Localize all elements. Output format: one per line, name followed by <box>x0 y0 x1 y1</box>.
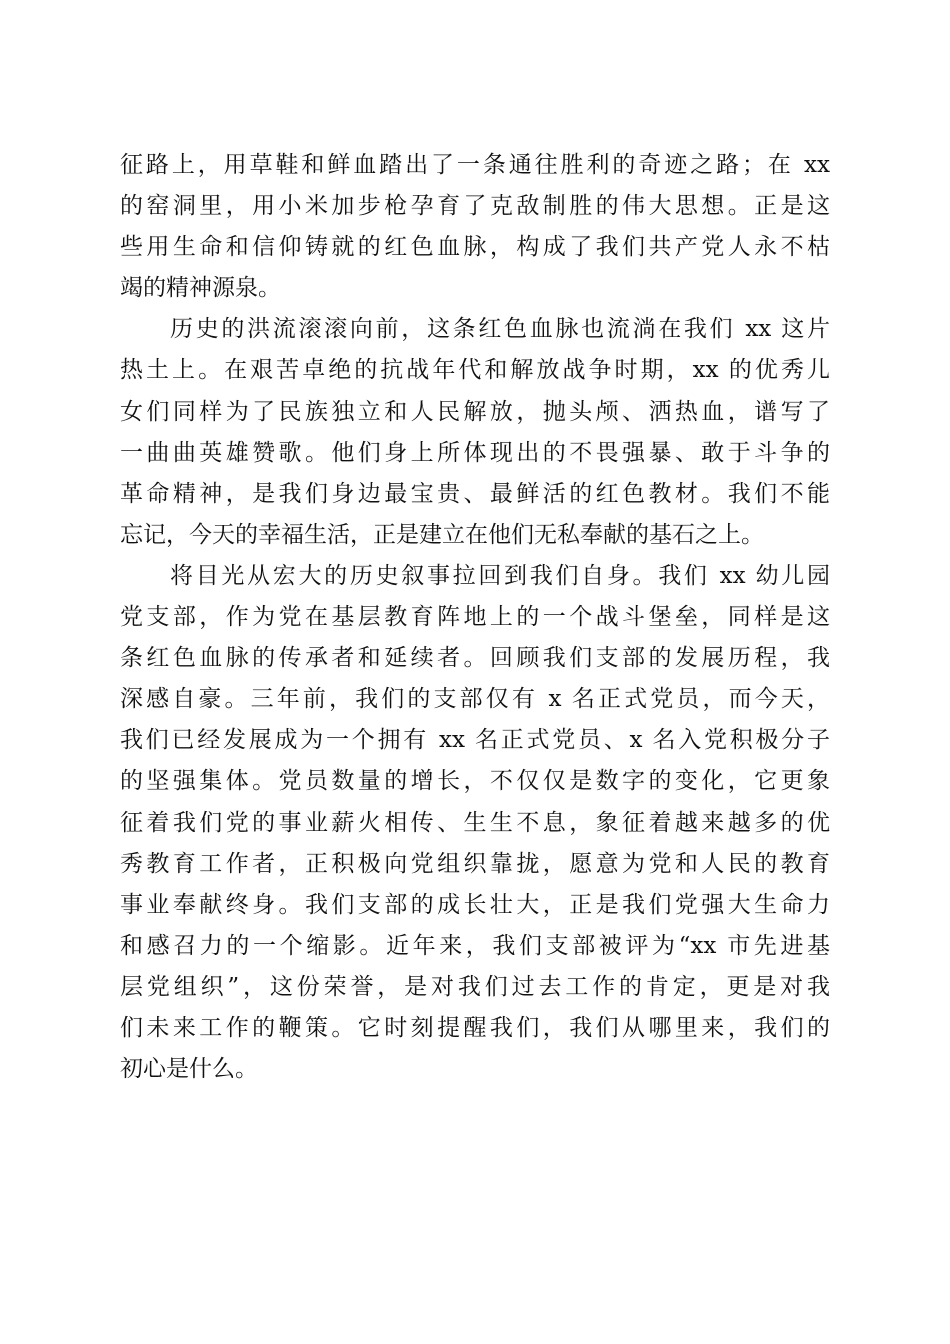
text-line: 忘记，今天的幸福生活，正是建立在他们无私奉献的基石之上。 <box>120 521 764 548</box>
text-line: 革命精神，是我们身边最宝贵、最鲜活的红色教材。我们不能 <box>120 480 830 507</box>
text-line: 我们已经发展成为一个拥有 xx 名正式党员、x 名入党积极分子 <box>120 727 830 754</box>
paragraph-2 <box>120 309 830 556</box>
paragraph-1 <box>120 145 830 309</box>
text-line: 一曲曲英雄赞歌。他们身上所体现出的不畏强暴、敢于斗争的 <box>120 439 830 466</box>
text-line: 条红色血脉的传承者和延续者。回顾我们支部的发展历程，我 <box>120 645 830 672</box>
text-line: 征路上，用草鞋和鲜血踏出了一条通往胜利的奇迹之路；在 xx <box>120 152 830 178</box>
paragraph-3 <box>120 556 830 1090</box>
text-line: 和感召力的一个缩影。近年来，我们支部被评为“xx 市先进基 <box>120 932 830 959</box>
text-line: 的窑洞里，用小米加步枪孕育了克敌制胜的伟大思想。正是这 <box>120 193 830 220</box>
text-line: 秀教育工作者，正积极向党组织靠拢，愿意为党和人民的教育 <box>120 850 830 877</box>
text-line: 些用生命和信仰铸就的红色血脉，构成了我们共产党人永不枯 <box>120 234 830 261</box>
text-line: 深感自豪。三年前，我们的支部仅有 x 名正式党员，而今天， <box>120 686 830 713</box>
text-line: 们未来工作的鞭策。它时刻提醒我们，我们从哪里来，我们的 <box>120 1014 830 1041</box>
text-line: 党支部，作为党在基层教育阵地上的一个战斗堡垒，同样是这 <box>120 604 830 631</box>
text-line: 历史的洪流滚滚向前，这条红色血脉也流淌在我们 xx 这片 <box>170 316 830 343</box>
text-line: 征着我们党的事业薪火相传、生生不息，象征着越来越多的优 <box>120 809 830 836</box>
document-body <box>120 145 830 1090</box>
text-line: 初心是什么。 <box>120 1056 258 1083</box>
text-line: 层党组织”，这份荣誉，是对我们过去工作的肯定，更是对我 <box>120 973 830 1000</box>
text-line: 事业奉献终身。我们支部的成长壮大，正是我们党强大生命力 <box>120 891 830 918</box>
text-line: 的坚强集体。党员数量的增长，不仅仅是数字的变化，它更象 <box>120 768 830 795</box>
text-line: 女们同样为了民族独立和人民解放，抛头颅、洒热血，谱写了 <box>120 398 830 425</box>
text-line: 竭的精神源泉。 <box>120 275 281 302</box>
text-line: 将目光从宏大的历史叙事拉回到我们自身。我们 xx 幼儿园 <box>170 562 830 589</box>
text-line: 热土上。在艰苦卓绝的抗战年代和解放战争时期，xx 的优秀儿 <box>120 357 830 384</box>
